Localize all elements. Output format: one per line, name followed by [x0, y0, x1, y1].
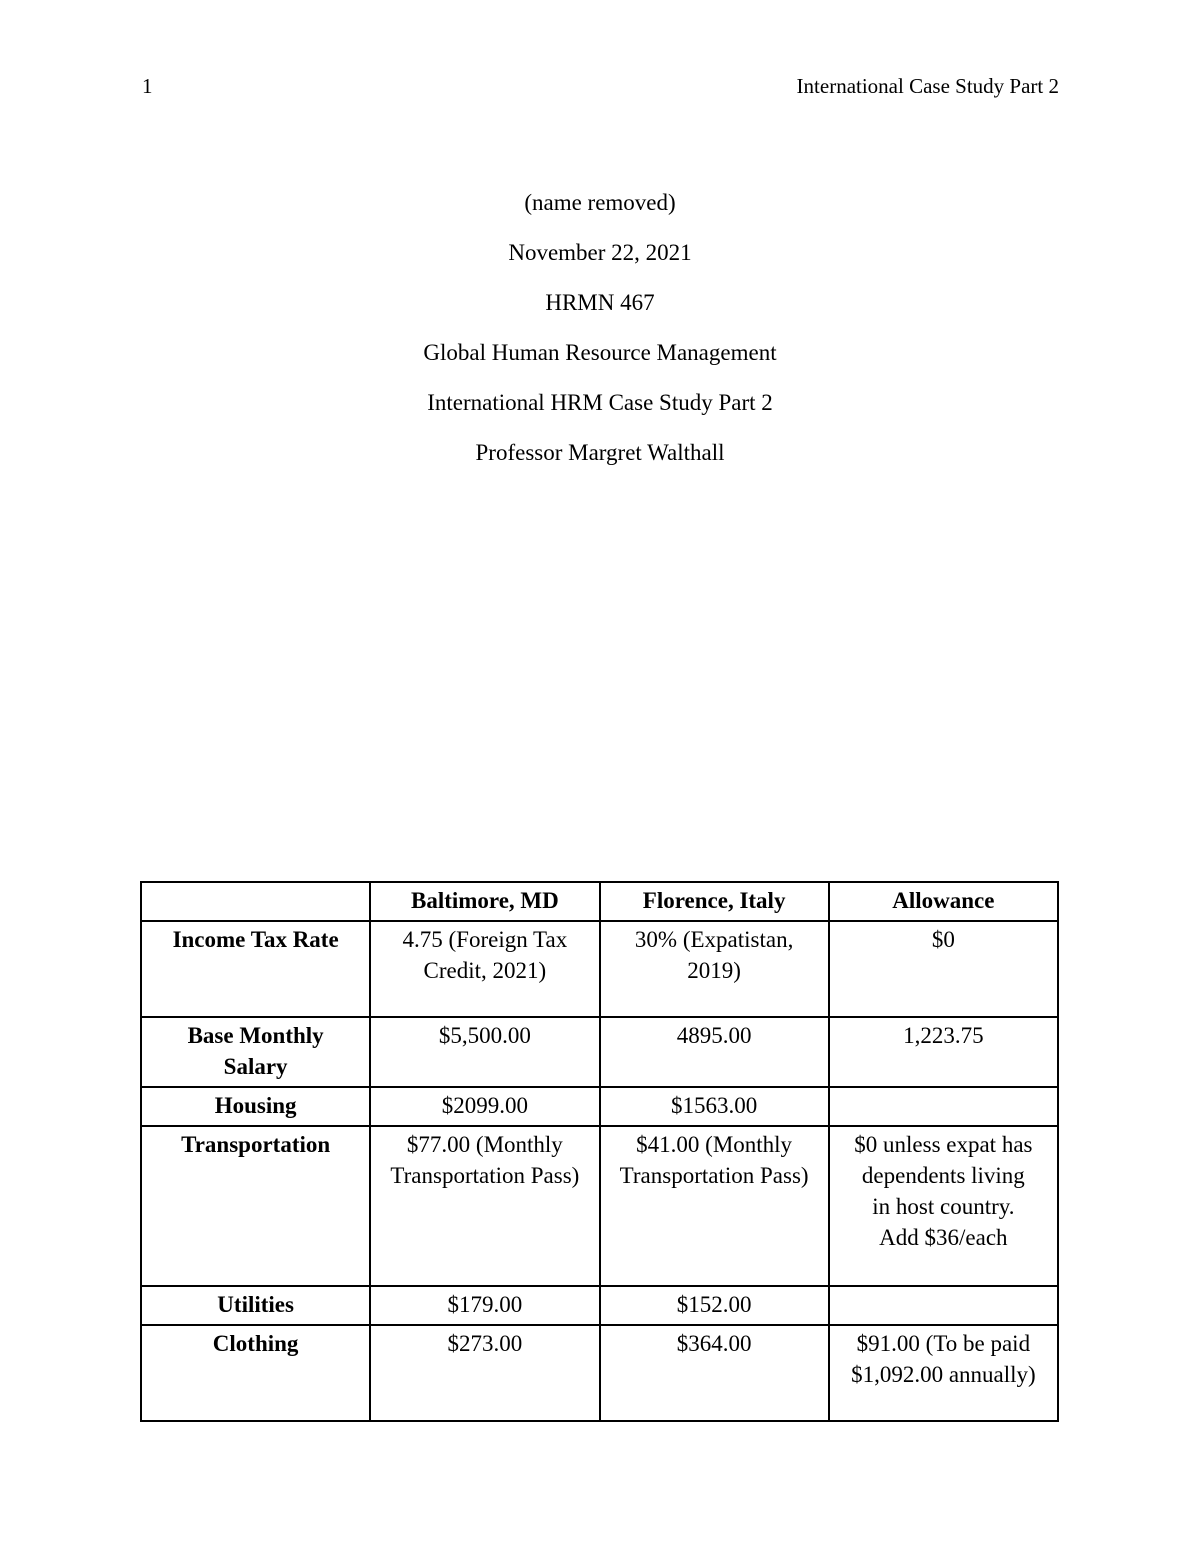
table-row [141, 1017, 1058, 1087]
florence-cell: $364.00 [600, 1325, 829, 1421]
florence-cell: 30% (Expatistan, 2019) [600, 921, 829, 1017]
row-label: Utilities [141, 1286, 370, 1325]
page-number: 1 [142, 74, 153, 98]
course-code: HRMN 467 [545, 290, 655, 315]
baltimore-cell: $5,500.00 [370, 1017, 599, 1087]
baltimore-cell: 4.75 (Foreign Tax Credit, 2021) [370, 921, 599, 1017]
allowance-cell [829, 1087, 1058, 1126]
florence-cell: $41.00 (Monthly Transportation Pass) [600, 1126, 829, 1286]
date: November 22, 2021 [508, 240, 692, 265]
allowance-cell: $0 [829, 921, 1058, 1017]
header-allowance: Allowance [829, 882, 1058, 921]
row-label: Clothing [141, 1325, 370, 1421]
baltimore-cell: $77.00 (Monthly Transportation Pass) [370, 1126, 599, 1286]
allowance-cell: $0 unless expat has dependents living in host country. Add $36/each [829, 1126, 1058, 1286]
assignment-title: International HRM Case Study Part 2 [427, 390, 773, 415]
florence-cell: $152.00 [600, 1286, 829, 1325]
header-baltimore: Baltimore, MD [370, 882, 599, 921]
baltimore-cell: $179.00 [370, 1286, 599, 1325]
professor-name: Professor Margret Walthall [475, 440, 725, 465]
cost-comparison-table [140, 881, 1059, 1422]
header-florence: Florence, Italy [600, 882, 829, 921]
allowance-cell: 1,223.75 [829, 1017, 1058, 1087]
table-row [141, 921, 1058, 1017]
row-label: Transportation [141, 1126, 370, 1286]
table-header-row [141, 882, 1058, 921]
baltimore-cell: $273.00 [370, 1325, 599, 1421]
row-label: Income Tax Rate [141, 921, 370, 1017]
table-row [141, 1087, 1058, 1126]
baltimore-cell: $2099.00 [370, 1087, 599, 1126]
title-block [0, 185, 1200, 485]
row-label: Base Monthly Salary [141, 1017, 370, 1087]
running-head: International Case Study Part 2 [796, 74, 1059, 98]
author-name: (name removed) [524, 190, 676, 215]
allowance-cell: $91.00 (To be paid $1,092.00 annually) [829, 1325, 1058, 1421]
header-empty [141, 882, 370, 921]
course-name: Global Human Resource Management [423, 340, 777, 365]
florence-cell: $1563.00 [600, 1087, 829, 1126]
allowance-cell [829, 1286, 1058, 1325]
table-row [141, 1286, 1058, 1325]
florence-cell: 4895.00 [600, 1017, 829, 1087]
table-row [141, 1126, 1058, 1286]
row-label: Housing [141, 1087, 370, 1126]
table-row [141, 1325, 1058, 1421]
